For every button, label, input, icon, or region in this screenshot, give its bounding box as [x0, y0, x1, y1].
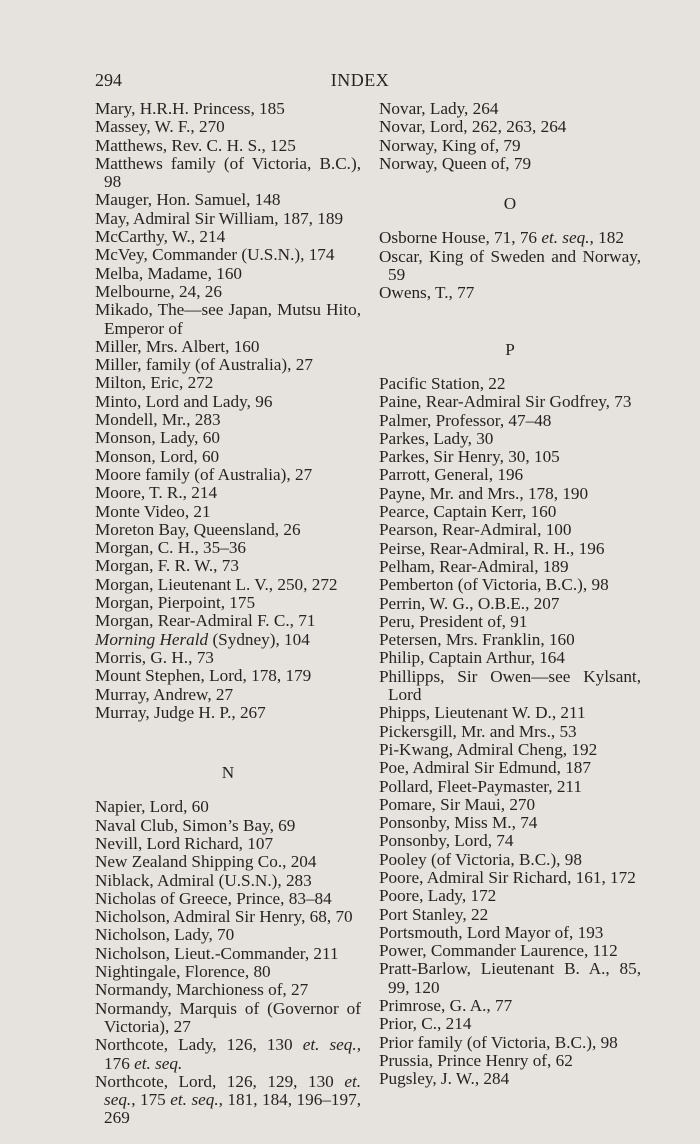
index-entry: Nightingale, Florence, 80	[95, 962, 271, 982]
index-entry: Moore, T. R., 214	[95, 483, 218, 503]
index-entry: Poore, Lady, 172	[379, 886, 497, 906]
index-group-n-cont	[379, 100, 641, 173]
index-entry: Phipps, Lieutenant W. D., 211	[379, 703, 586, 723]
index-entry: Napier, Lord, 60	[95, 797, 209, 817]
index-entry: Monson, Lord, 60	[95, 446, 220, 466]
index-entry: Mauger, Hon. Samuel, 148	[95, 190, 281, 210]
index-entry: Mary, H.R.H. Princess, 185	[95, 99, 285, 118]
index-group-m	[95, 100, 361, 722]
index-entry: Oscar, King of Sweden and Norway, 59	[379, 246, 641, 285]
index-entry: Morgan, F. R. W., 73	[95, 556, 239, 576]
index-entry: Pomare, Sir Maui, 270	[379, 794, 536, 814]
index-entry: Portsmouth, Lord Mayor of, 193	[379, 922, 604, 942]
index-entry: Morning Herald (Sydney), 104	[95, 629, 310, 649]
index-entry: Moore family (of Australia), 27	[95, 464, 313, 484]
index-entry: Peru, President of, 91	[379, 611, 528, 631]
right-column	[379, 100, 641, 1089]
index-entry: Pacific Station, 22	[379, 373, 506, 393]
index-entry: Primrose, G. A., 77	[379, 996, 513, 1016]
index-entry: Prior, C., 214	[379, 1014, 472, 1034]
index-entry: May, Admiral Sir William, 187, 189	[95, 208, 344, 228]
index-entry: Northcote, Lady, 126, 130 et. seq., 176 et. seq.	[95, 1035, 361, 1073]
index-entry: McCarthy, W., 214	[95, 227, 226, 247]
index-entry: Murray, Judge H. P., 267	[95, 702, 266, 722]
index-entry: Nicholas of Greece, Prince, 83–84	[95, 888, 332, 908]
index-entry: Morgan, Lieutenant L. V., 250, 272	[95, 574, 338, 594]
index-entry: Payne, Mr. and Mrs., 178, 190	[379, 483, 589, 503]
index-entry: Phillipps, Sir Owen—see Kylsant, Lord	[379, 666, 641, 705]
running-head: INDEX	[330, 70, 390, 90]
index-entry: Poore, Admiral Sir Richard, 161, 172	[379, 867, 636, 887]
index-entry: Niblack, Admiral (U.S.N.), 283	[95, 870, 312, 890]
index-entry: Morgan, C. H., 35–36	[95, 538, 247, 558]
section-letter-n: N	[221, 763, 235, 783]
section-letter-p: P	[505, 339, 515, 359]
index-entry: Paine, Rear-Admiral Sir Godfrey, 73	[379, 392, 632, 412]
index-entry: Mikado, The—see Japan, Mutsu Hito, Emperor of	[95, 300, 361, 338]
index-entry: Normandy, Marchioness of, 27	[95, 980, 309, 1000]
index-entry: Mount Stephen, Lord, 178, 179	[95, 666, 312, 686]
index-entry: Novar, Lord, 262, 263, 264	[379, 117, 567, 137]
index-entry: Prussia, Prince Henry of, 62	[379, 1050, 573, 1070]
index-entry: Minto, Lord and Lady, 96	[95, 391, 273, 411]
index-entry: Melbourne, 24, 26	[95, 281, 222, 301]
index-entry: Miller, Mrs. Albert, 160	[95, 336, 260, 356]
index-entry: Pearson, Rear-Admiral, 100	[379, 520, 572, 540]
index-entry: Petersen, Mrs. Franklin, 160	[379, 630, 575, 650]
index-entry: Melba, Madame, 160	[95, 263, 243, 283]
section-letter-o: O	[503, 194, 517, 214]
index-entry: Norway, King of, 79	[379, 135, 521, 155]
index-entry: Pratt-Barlow, Lieutenant B. A., 85, 99, 120	[379, 959, 641, 997]
index-group-o	[379, 248, 641, 303]
index-entry: Peirse, Rear-Admiral, R. H., 196	[379, 538, 605, 558]
index-entry: McVey, Commander (U.S.N.), 174	[95, 245, 335, 265]
index-entry: Northcote, Lord, 126, 129, 130 et. seq., 175 et. seq., 181, 184, 196–197, 269	[95, 1071, 362, 1128]
page-header	[95, 70, 625, 94]
index-entry: Prior family (of Victoria, B.C.), 98	[379, 1032, 618, 1052]
index-entry: Parkes, Lady, 30	[379, 428, 494, 448]
index-entry: Owens, T., 77	[379, 283, 475, 303]
index-entry: Parrott, General, 196	[379, 465, 524, 485]
index-entry: Philip, Captain Arthur, 164	[379, 648, 565, 668]
index-entry: Pelham, Rear-Admiral, 189	[379, 556, 569, 576]
index-entry: Palmer, Professor, 47–48	[379, 410, 552, 430]
page-number: 294	[95, 70, 122, 90]
index-entry: Pickersgill, Mr. and Mrs., 53	[379, 721, 577, 741]
index-entry: Nevill, Lord Richard, 107	[95, 833, 274, 853]
index-entry: Port Stanley, 22	[379, 904, 489, 924]
index-entry: Massey, W. F., 270	[95, 117, 225, 137]
index-entry: Nicholson, Lieut.-Commander, 211	[95, 943, 339, 963]
index-entry: Perrin, W. G., O.B.E., 207	[379, 593, 560, 613]
index-entry: Pearce, Captain Kerr, 160	[379, 502, 557, 522]
index-entry: Osborne House, 71, 76 et. seq., 182	[379, 228, 624, 248]
index-entry: Moreton Bay, Queensland, 26	[95, 519, 301, 539]
index-entry: Novar, Lady, 264	[379, 99, 499, 118]
index-entry: Pugsley, J. W., 284	[379, 1069, 510, 1089]
index-entry: Matthews family (of Victoria, B.C.), 98	[95, 153, 361, 192]
index-entry: Ponsonby, Miss M., 74	[379, 813, 538, 833]
index-entry: Norway, Queen of, 79	[379, 153, 532, 173]
index-entry: Murray, Andrew, 27	[95, 684, 234, 704]
index-group-p	[379, 375, 641, 1089]
index-entry: Morgan, Pierpoint, 175	[95, 593, 256, 613]
index-entry: Parkes, Sir Henry, 30, 105	[379, 447, 560, 467]
index-entry: Pollard, Fleet-Paymaster, 211	[379, 776, 582, 796]
left-column	[95, 100, 361, 1128]
index-entry: Power, Commander Laurence, 112	[379, 941, 618, 961]
index-entry: Morgan, Rear-Admiral F. C., 71	[95, 611, 316, 631]
index-entry: Milton, Eric, 272	[95, 373, 214, 393]
index-entry: Miller, family (of Australia), 27	[95, 355, 313, 375]
index-entry: Poe, Admiral Sir Edmund, 187	[379, 758, 591, 778]
index-entry: Normandy, Marquis of (Governor of Victoria), 27	[95, 998, 361, 1036]
index-entry: Matthews, Rev. C. H. S., 125	[95, 135, 296, 155]
index-entry: Nicholson, Lady, 70	[95, 925, 235, 945]
index-entry: Mondell, Mr., 283	[95, 410, 221, 430]
index-entry: Monson, Lady, 60	[95, 428, 220, 448]
index-entry: Pooley (of Victoria, B.C.), 98	[379, 849, 582, 869]
index-entry: Naval Club, Simon’s Bay, 69	[95, 815, 296, 835]
index-entry: Morris, G. H., 73	[95, 647, 214, 667]
index-entry: Pi-Kwang, Admiral Cheng, 192	[379, 739, 598, 759]
index-entry: Pemberton (of Victoria, B.C.), 98	[379, 575, 609, 595]
index-entry: Monte Video, 21	[95, 501, 211, 521]
index-group-n	[95, 798, 361, 1036]
index-entry: Ponsonby, Lord, 74	[379, 831, 514, 851]
index-entry: New Zealand Shipping Co., 204	[95, 852, 317, 872]
index-entry: Nicholson, Admiral Sir Henry, 68, 70	[95, 907, 353, 927]
